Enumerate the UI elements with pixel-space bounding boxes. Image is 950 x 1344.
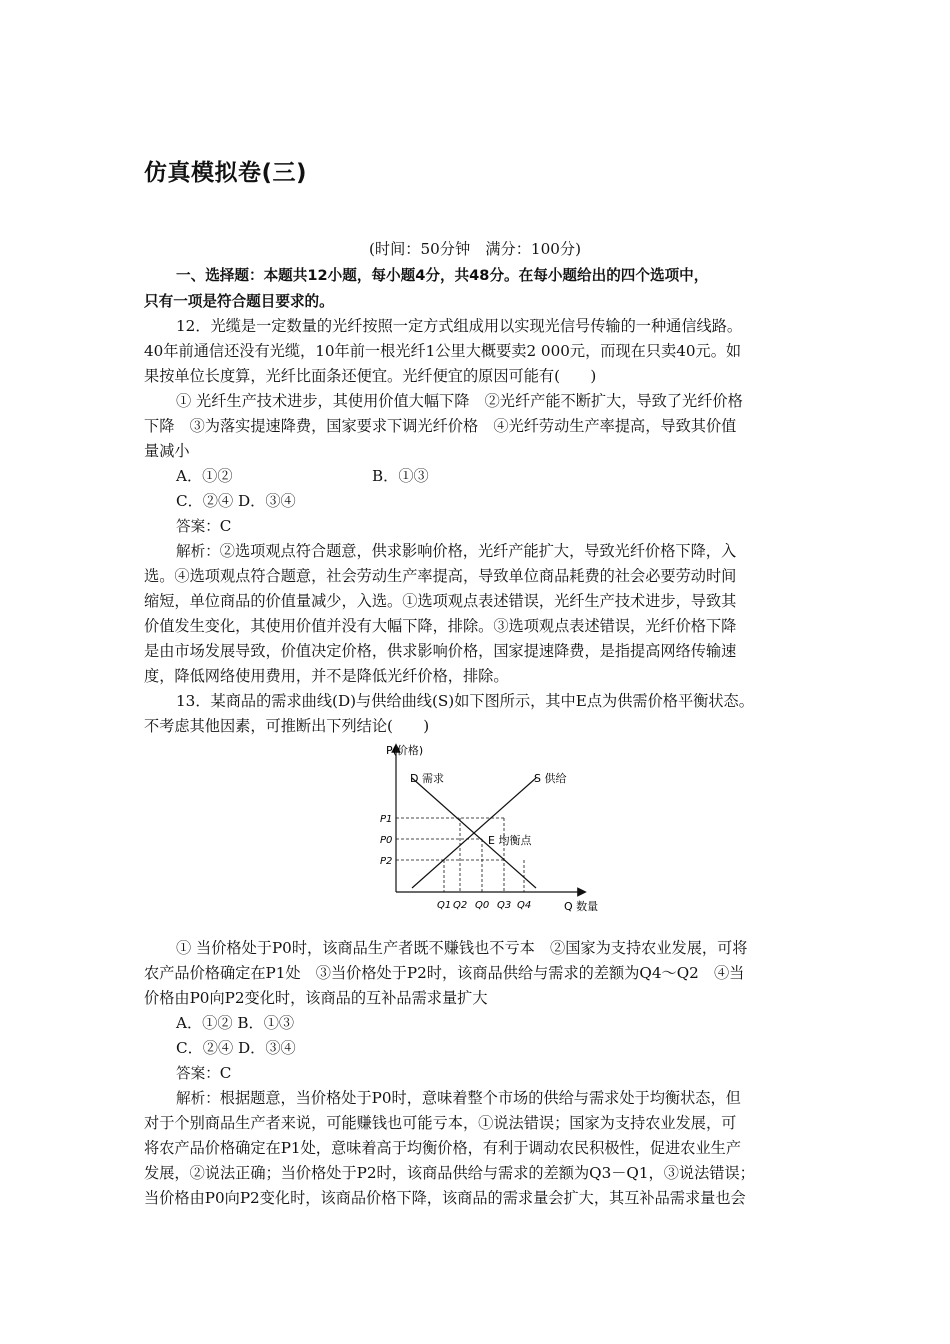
q12-option-a: A．①②	[176, 467, 233, 485]
q12-analysis-6: 度，降低网络使用费用，并不是降低光纤价格，排除。	[144, 667, 509, 685]
answer-value: C	[219, 1064, 232, 1082]
tick-p1: P1	[380, 814, 393, 825]
y-axis-label: P(价格)	[386, 744, 424, 757]
x-axis-label: Q 数量	[564, 900, 599, 913]
q12-options-row-1	[176, 465, 233, 486]
q12-answer	[176, 515, 231, 536]
q12-option-b: B．①③	[372, 467, 429, 485]
tick-p0: P0	[380, 835, 393, 846]
analysis-text: 根据题意，当价格处于P0时，意味着整个市场的供给与需求处于均衡状态，但	[219, 1089, 741, 1107]
q12-stem-2: 40年前通信还没有光缆，10年前一根光纤1公里大概要卖2 000元，而现在只卖40元。如	[144, 342, 742, 360]
supply-demand-chart	[364, 740, 624, 920]
q13-items-2: 农产品价格确定在P1处 ③当价格处于P2时，该商品供给与需求的差额为Q4～Q2 ④当	[144, 964, 745, 982]
q13-analysis-5: 当价格由P0向P2变化时，该商品价格下降，该商品的需求量会扩大，其互补品需求量也会	[144, 1189, 746, 1207]
q12-analysis-2: 选。④选项观点符合题意，社会劳动生产率提高，导致单位商品耗费的社会必要劳动时间	[144, 567, 737, 585]
q13-analysis-4: 发展，②说法正确；当价格处于P2时，该商品供给与需求的差额为Q3－Q1，③说法错误；	[144, 1164, 755, 1182]
page-title: 仿真模拟卷(三)	[144, 160, 308, 186]
q12-options-row-2: C．②④ D．③④	[176, 492, 296, 510]
answer-value: C	[219, 517, 232, 535]
equilibrium-label: E 均衡点	[488, 834, 532, 847]
demand-label: D 需求	[410, 772, 444, 785]
q12-items-3: 量减小	[144, 442, 190, 460]
q12-analysis-1	[176, 540, 736, 561]
q13-items-3: 价格由P0向P2变化时，该商品的互补品需求量扩大	[144, 989, 488, 1007]
answer-label: 答案：	[176, 518, 220, 535]
q12-analysis-3: 缩短，单位商品的价值量减少，入选。①选项观点表述错误，光纤生产技术进步，导致其	[144, 592, 737, 610]
q13-analysis-2: 对于个别商品生产者来说，可能赚钱也可能亏本，①说法错误；国家为支持农业发展，可	[144, 1114, 737, 1132]
tick-q4: Q4	[517, 900, 532, 911]
analysis-label: 解析：	[176, 1090, 220, 1107]
tick-q2: Q2	[453, 900, 468, 911]
q12-analysis-5: 是由市场发展导致，价值决定价格，供求影响价格，国家提速降费，是指提高网络传输速	[144, 642, 737, 660]
q13-options-row-2: C．②④ D．③④	[176, 1039, 296, 1057]
q13-items-1: ① 当价格处于P0时，该商品生产者既不赚钱也不亏本 ②国家为支持农业发展，可将	[176, 939, 748, 957]
q12-stem-3: 果按单位长度算，光纤比面条还便宜。光纤便宜的原因可能有( )	[144, 367, 597, 385]
q13-stem-1: 13．某商品的需求曲线(D)与供给曲线(S)如下图所示，其中E点为供需价格平衡状态。	[176, 692, 754, 710]
section-header-line-2: 只有一项是符合题目要求的。	[144, 293, 334, 310]
q13-analysis-3: 将农产品价格确定在P1处，意味着高于均衡价格，有利于调动农民积极性，促进农业生产	[144, 1139, 742, 1157]
guide-lines	[396, 818, 524, 892]
q13-answer	[176, 1062, 231, 1083]
q12-items-1: ① 光纤生产技术进步，其使用价值大幅下降 ②光纤产能不断扩大，导致了光纤价格	[176, 392, 743, 410]
analysis-text: ②选项观点符合题意，供求影响价格，光纤产能扩大，导致光纤价格下降，入	[219, 542, 737, 560]
q12-stem-1: 12．光缆是一定数量的光纤按照一定方式组成用以实现光信号传输的一种通信线路。	[176, 317, 743, 335]
section-header-line-1: 一、选择题：本题共12小题，每小题4分，共48分。在每小题给出的四个选项中，	[176, 267, 709, 284]
tick-q1: Q1	[437, 900, 452, 911]
supply-label: S 供给	[534, 772, 567, 785]
tick-q0: Q0	[475, 900, 490, 911]
answer-label: 答案：	[176, 1065, 220, 1082]
tick-q3: Q3	[497, 900, 512, 911]
q13-stem-2: 不考虑其他因素，可推断出下列结论( )	[144, 717, 430, 735]
q12-analysis-4: 价值发生变化，其使用价值并没有大幅下降，排除。③选项观点表述错误，光纤价格下降	[144, 617, 737, 635]
q13-analysis-1	[176, 1087, 741, 1108]
analysis-label: 解析：	[176, 543, 220, 560]
exam-meta: (时间：50分钟 满分：100分)	[368, 240, 582, 258]
tick-p2: P2	[380, 856, 393, 867]
q13-options-row-1: A．①② B．①③	[176, 1014, 295, 1032]
q12-items-2: 下降 ③为落实提速降费，国家要求下调光纤价格 ④光纤劳动生产率提高，导致其价值	[144, 417, 737, 435]
